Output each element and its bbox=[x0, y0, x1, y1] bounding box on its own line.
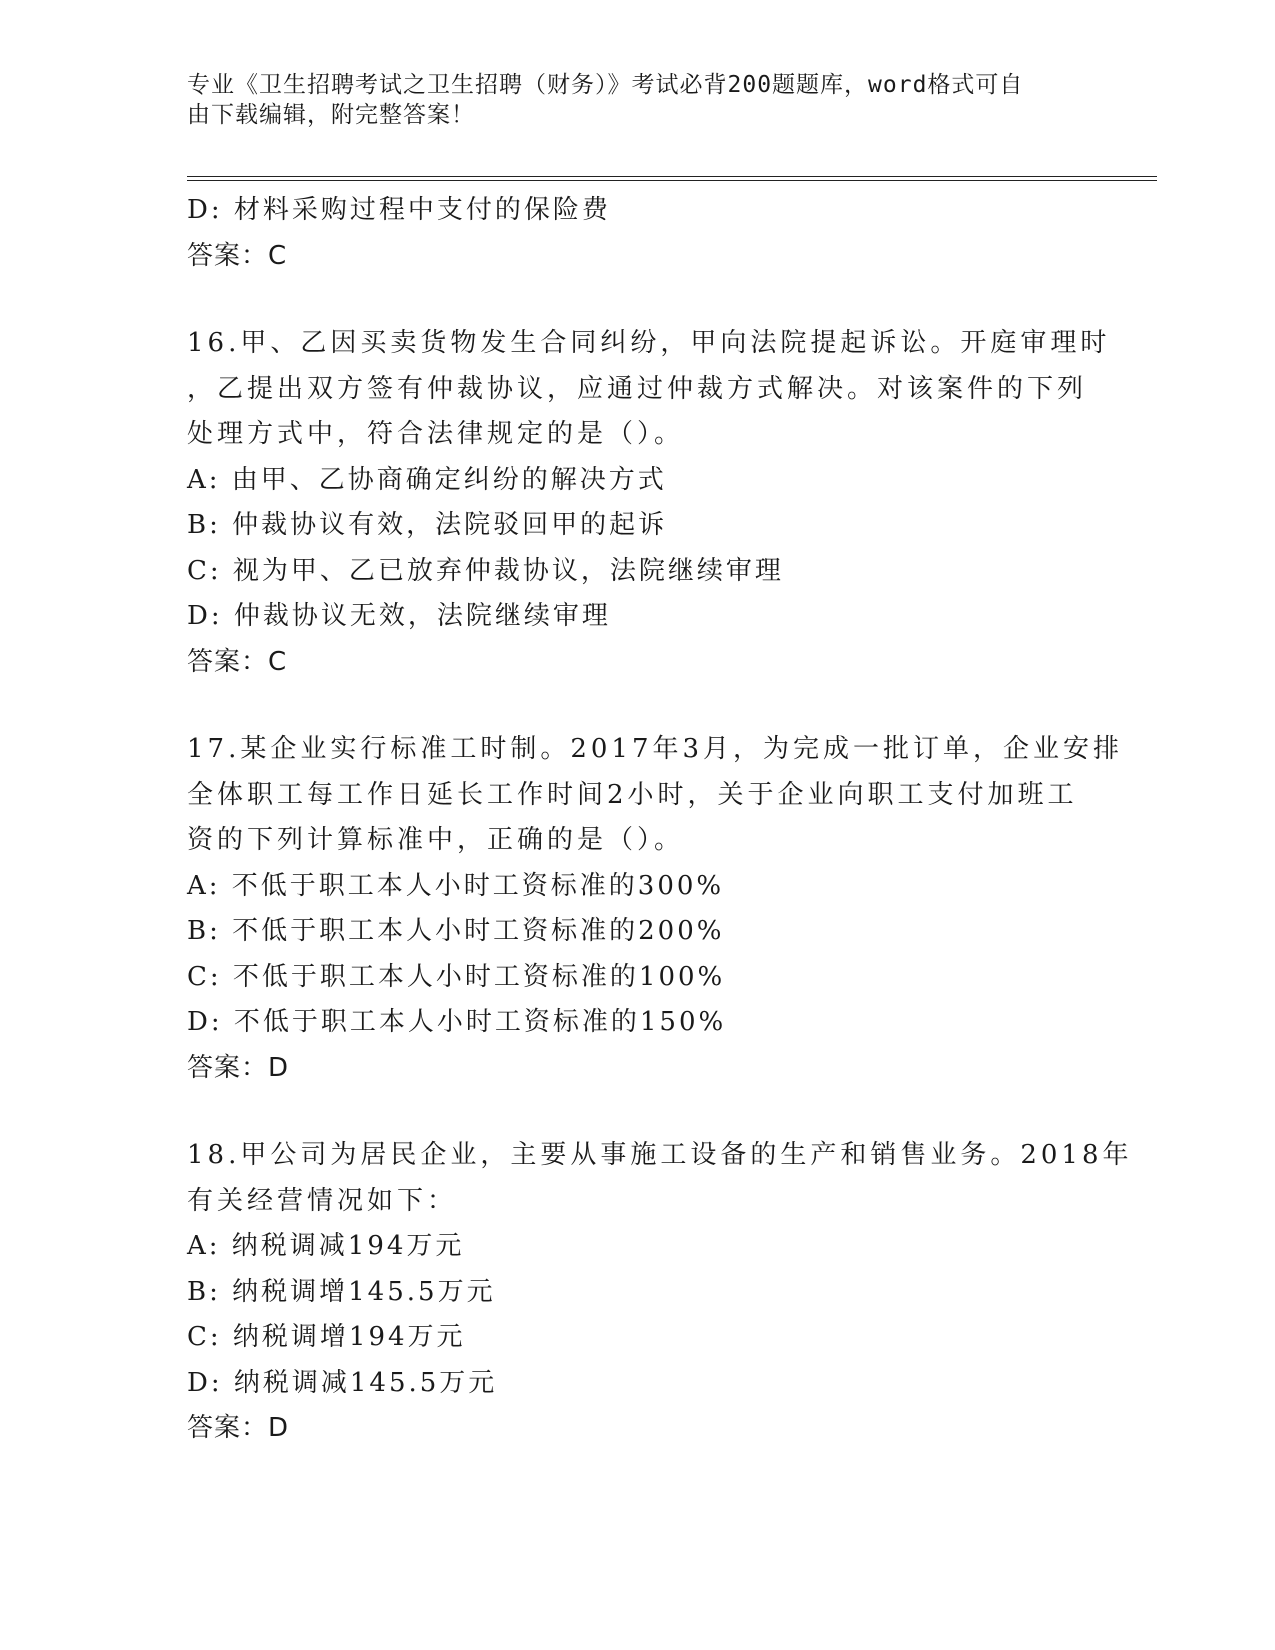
carryover-question bbox=[187, 188, 1087, 279]
question-stem-line: 17.某企业实行标准工时制。2017年3月，为完成一批订单，企业安排 bbox=[187, 734, 1124, 764]
option-b: B: 仲裁协议有效，法院驳回甲的起诉 bbox=[187, 510, 668, 540]
header-divider bbox=[187, 176, 1157, 181]
header-line-1: 专业《卫生招聘考试之卫生招聘（财务）》考试必背200题题库，word格式可自 bbox=[187, 72, 1024, 98]
option-b: B: 不低于职工本人小时工资标准的200% bbox=[187, 916, 725, 946]
answer-line: 答案：D bbox=[187, 1052, 290, 1083]
option-a: A: 纳税调减194万元 bbox=[187, 1231, 465, 1261]
header-line-2: 由下载编辑，附完整答案！ bbox=[187, 102, 475, 128]
question-stem-line: 资的下列计算标准中，正确的是（）。 bbox=[187, 825, 685, 855]
document-header bbox=[187, 70, 1087, 130]
question-stem-line: ，乙提出双方签有仲裁协议，应通过仲裁方式解决。对该案件的下列 bbox=[187, 373, 1088, 404]
option-a: A: 由甲、乙协商确定纠纷的解决方式 bbox=[187, 464, 667, 495]
option-c: C: 视为甲、乙已放弃仲裁协议，法院继续审理 bbox=[187, 555, 784, 586]
question-stem-line: 有关经营情况如下： bbox=[187, 1185, 458, 1216]
question-stem-line: 18.甲公司为居民企业，主要从事施工设备的生产和销售业务。2018年 bbox=[187, 1140, 1133, 1170]
option-d: D: 不低于职工本人小时工资标准的150% bbox=[187, 1007, 727, 1037]
option-b: B: 纳税调增145.5万元 bbox=[187, 1276, 496, 1307]
question-stem-line: 全体职工每工作日延长工作时间2小时，关于企业向职工支付加班工 bbox=[187, 779, 1078, 810]
question-16 bbox=[187, 321, 1111, 685]
option-d: D: 纳税调减145.5万元 bbox=[187, 1367, 498, 1398]
option-c: C: 纳税调增194万元 bbox=[187, 1322, 466, 1352]
question-stem-line: 处理方式中，符合法律规定的是（）。 bbox=[187, 419, 685, 449]
question-17 bbox=[187, 727, 1124, 1091]
answer-line: 答案：D bbox=[187, 1413, 290, 1443]
answer-line: 答案：C bbox=[187, 240, 288, 271]
option-d: D: 材料采购过程中支付的保险费 bbox=[187, 195, 611, 225]
document-body bbox=[187, 188, 1133, 1452]
question-stem-line: 16.甲、乙因买卖货物发生合同纠纷，甲向法院提起诉讼。开庭审理时 bbox=[187, 328, 1111, 358]
option-c: C: 不低于职工本人小时工资标准的100% bbox=[187, 961, 726, 992]
question-18 bbox=[187, 1133, 1133, 1452]
option-a: A: 不低于职工本人小时工资标准的300% bbox=[187, 870, 725, 901]
answer-line: 答案：C bbox=[187, 646, 288, 677]
option-d: D: 仲裁协议无效，法院继续审理 bbox=[187, 601, 611, 631]
